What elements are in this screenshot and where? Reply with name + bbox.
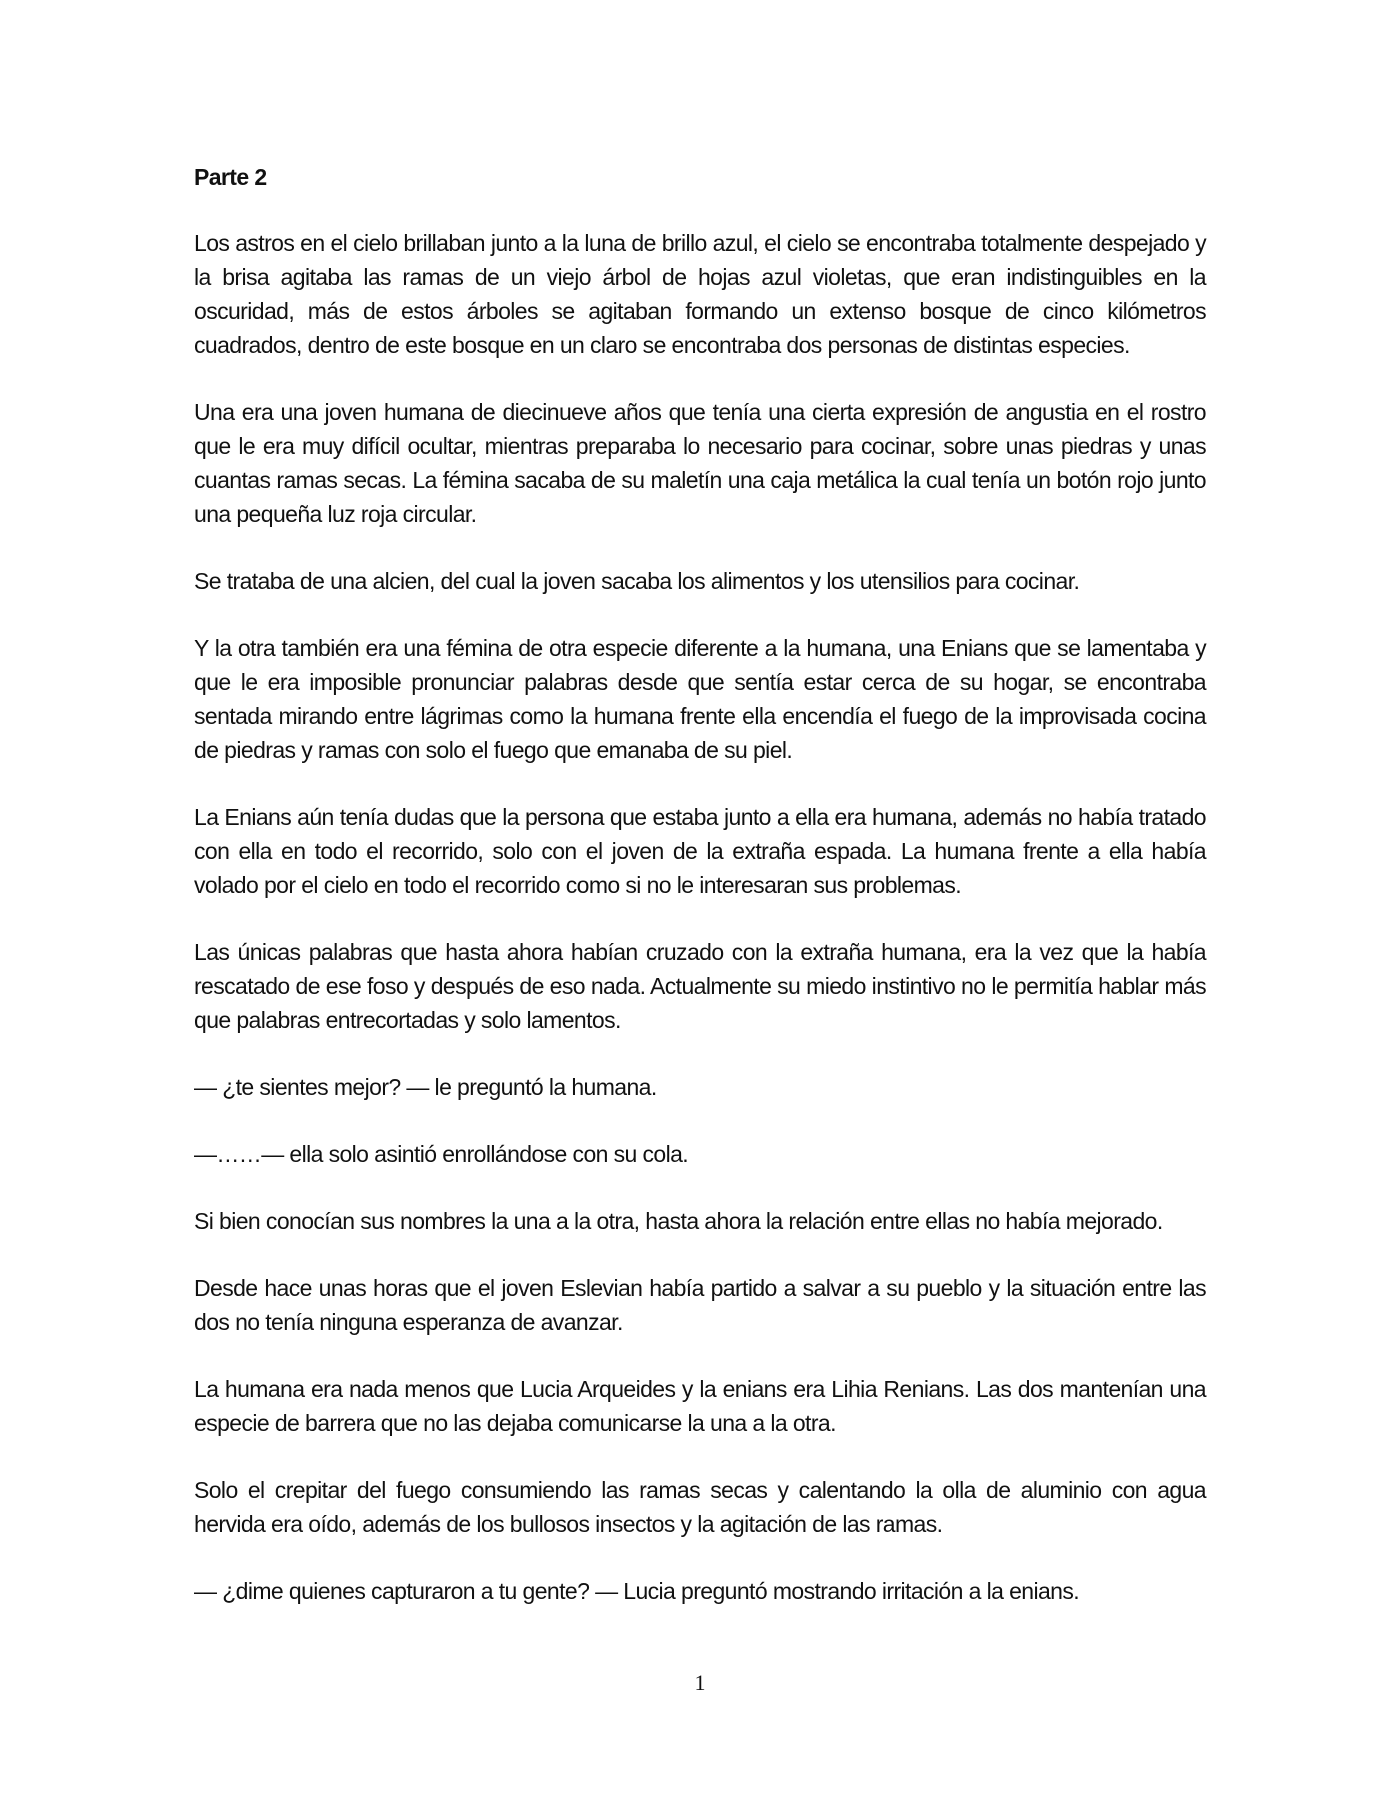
paragraph-4: Y la otra también era una fémina de otra especie diferente a la humana, una Enians que se lamentaba y que le era imposible pronunciar palabras desde que sentía estar cerca de su hogar, se encontraba sentada mirando entre lágrimas como la humana frente ella encendía el fuego de la improvisada cocina de piedras y ramas con solo el fuego que emanaba de su piel. — [194, 635, 1206, 763]
dialogue-line-3: — ¿dime quienes capturaron a tu gente? — Lucia preguntó mostrando irritación a la enians. — [194, 1578, 1080, 1604]
paragraph-3: Se trataba de una alcien, del cual la joven sacaba los alimentos y los utensilios para cocinar. — [194, 568, 1080, 594]
paragraph-8: Desde hace unas horas que el joven Eslevian había partido a salvar a su pueblo y la situación entre las dos no tenía ninguna esperanza de avanzar. — [194, 1275, 1206, 1335]
paragraph-9: La humana era nada menos que Lucia Arqueides y la enians era Lihia Renians. Las dos mantenían una especie de barrera que no las dejaba comunicarse la una a la otra. — [194, 1376, 1206, 1436]
paragraph-10: Solo el crepitar del fuego consumiendo las ramas secas y calentando la olla de aluminio con agua hervida era oído, además de los bullosos insectos y la agitación de las ramas. — [194, 1477, 1206, 1537]
dialogue-line-2: —……— ella solo asintió enrollándose con su cola. — [194, 1141, 689, 1167]
document-body — [194, 160, 1206, 1641]
dialogue-line-1: — ¿te sientes mejor? — le preguntó la humana. — [194, 1074, 657, 1100]
section-heading: Parte 2 — [194, 164, 267, 190]
paragraph-2: Una era una joven humana de diecinueve años que tenía una cierta expresión de angustia en el rostro que le era muy difícil ocultar, mientras preparaba lo necesario para cocinar, sobre unas piedras y unas cuantas ramas secas. La fémina sacaba de su maletín una caja metálica la cual tenía un botón rojo junto una pequeña luz roja circular. — [194, 399, 1206, 527]
paragraph-1: Los astros en el cielo brillaban junto a la luna de brillo azul, el cielo se encontraba totalmente despejado y la brisa agitaba las ramas de un viejo árbol de hojas azul violetas, que eran indistinguibles en la oscuridad, más de estos árboles se agitaban formando un extenso bosque de cinco kilómetros cuadrados, dentro de este bosque en un claro se encontraba dos personas de distintas especies. — [194, 230, 1206, 358]
paragraph-7: Si bien conocían sus nombres la una a la otra, hasta ahora la relación entre ellas no había mejorado. — [194, 1208, 1163, 1234]
page-number: 1 — [694, 1670, 706, 1695]
paragraph-6: Las únicas palabras que hasta ahora habían cruzado con la extraña humana, era la vez que la había rescatado de ese foso y después de eso nada. Actualmente su miedo instintivo no le permitía hablar más que palabras entrecortadas y solo lamentos. — [194, 939, 1206, 1033]
paragraph-5: La Enians aún tenía dudas que la persona que estaba junto a ella era humana, además no había tratado con ella en todo el recorrido, solo con el joven de la extraña espada. La humana frente a ella había volado por el cielo en todo el recorrido como si no le interesaran sus problemas. — [194, 804, 1206, 898]
